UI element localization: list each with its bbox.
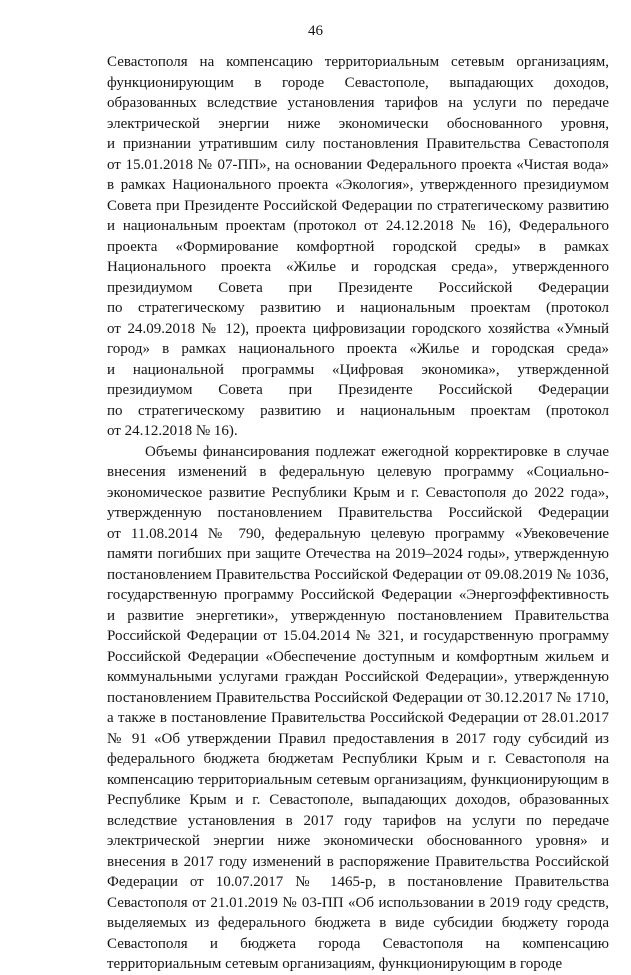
text-line: федерального бюджета бюджетам Республики Крым и г. Севастополя на [107, 751, 609, 767]
text-line: электрической энергии ниже экономически обоснованного уровня, [107, 115, 609, 132]
text-line: проекта «Формирование комфортной городской среды» в рамках [107, 238, 609, 255]
text-line: коммунальными услугами граждан Российской Федерации», утвержденную [107, 669, 609, 685]
text-line: экономическое развитие Республики Крым и г. Севастополя до 2022 года», [107, 484, 609, 501]
text-line: от 15.01.2018 № 07-ПП», на основании Федерального проекта «Чистая вода» [107, 156, 609, 173]
text-line: и признании утратившим силу постановления Правительства Севастополя [107, 136, 609, 152]
text-line: образованных вследствие установления тарифов на услуги по передаче [107, 95, 609, 111]
text-line: Российской Федерации «Обеспечение доступным и комфортным жильем и [107, 648, 609, 665]
text-line: Объемы финансирования подлежат ежегодной корректировке в случае [145, 443, 609, 460]
paragraph [107, 52, 609, 442]
text-line: президиумом Совета при Президенте Российской Федерации [107, 382, 609, 398]
text-line: от 24.12.2018 № 16). [107, 423, 238, 439]
text-line: постановлением Правительства Российской Федерации от 09.08.2019 № 1036, [107, 566, 609, 583]
text-line: вследствие установления в 2017 году тарифов на услуги по передаче [107, 812, 609, 829]
text-line: в рамках Национального проекта «Экология», утвержденного президиумом [107, 177, 609, 193]
document-body [107, 52, 609, 975]
text-line: от 11.08.2014 № 790, федеральную целевую программу «Увековечение [107, 525, 609, 542]
text-line: территориальным сетевым организациям, функционирующим в городе [107, 956, 563, 972]
text-line: выделяемых из федерального бюджета в виде субсидии бюджету города [107, 915, 609, 931]
text-line: Российской Федерации от 15.04.2014 № 321, и государственную программу [107, 628, 609, 644]
text-line: а также в постановление Правительства Российской Федерации от 28.01.2017 [107, 710, 609, 726]
text-line: Севастополя и бюджета города Севастополя на компенсацию [107, 935, 609, 952]
text-line: № 91 «Об утверждении Правил предоставления в 2017 году субсидий из [107, 730, 609, 747]
text-line: по стратегическому развитию и национальным проектам (протокол [107, 402, 609, 419]
text-line: утвержденную постановлением Правительства Российской Федерации [107, 505, 609, 521]
text-line: и национальным проектам (протокол от 24.12.2018 № 16), Федерального [107, 218, 609, 234]
text-line: компенсацию территориальным сетевым организациям, функционирующим в [107, 771, 609, 788]
text-line: и национальной программы «Цифровая экономика», утвержденной [107, 361, 609, 378]
text-line: президиумом Совета при Президенте Российской Федерации [107, 279, 609, 296]
paragraph [107, 442, 609, 975]
text-line: по стратегическому развитию и национальным проектам (протокол [107, 300, 609, 316]
text-line: город» в рамках национального проекта «Жилье и городская среда» [107, 341, 609, 357]
text-line: Севастополя на компенсацию территориальным сетевым организациям, [107, 54, 609, 70]
text-line: от 24.09.2018 № 12), проекта цифровизации городского хозяйства «Умный [107, 320, 609, 337]
text-line: и развитие энергетики», утвержденную постановлением Правительства [107, 607, 609, 624]
text-line: внесения в 2017 году изменений в распоряжение Правительства Российской [107, 853, 609, 870]
text-line: Федерации от 10.07.2017 № 1465-р, в постановление Правительства [107, 874, 609, 890]
text-line: Севастополя от 21.01.2019 № 03-ПП «Об использовании в 2019 году средств, [107, 894, 609, 911]
page-number: 46 [308, 23, 323, 39]
text-line: функционирующим в городе Севастополе, выпадающих доходов, [107, 74, 609, 91]
text-line: Республике Крым и г. Севастополе, выпадающих доходов, образованных [107, 792, 609, 808]
text-line: постановлением Правительства Российской Федерации от 30.12.2017 № 1710, [107, 689, 609, 706]
text-line: Национального проекта «Жилье и городская среда», утвержденного [107, 259, 609, 275]
text-line: государственную программу Российской Федерации «Энергоэффективность [107, 587, 609, 603]
text-line: внесения изменений в федеральную целевую программу «Социально- [107, 464, 609, 480]
text-line: электрической энергии ниже экономически обоснованного уровня» и [107, 833, 609, 849]
text-line: Совета при Президенте Российской Федерации по стратегическому развитию [107, 197, 609, 214]
text-line: памяти погибших при защите Отечества на 2019–2024 годы», утвержденную [107, 546, 609, 562]
